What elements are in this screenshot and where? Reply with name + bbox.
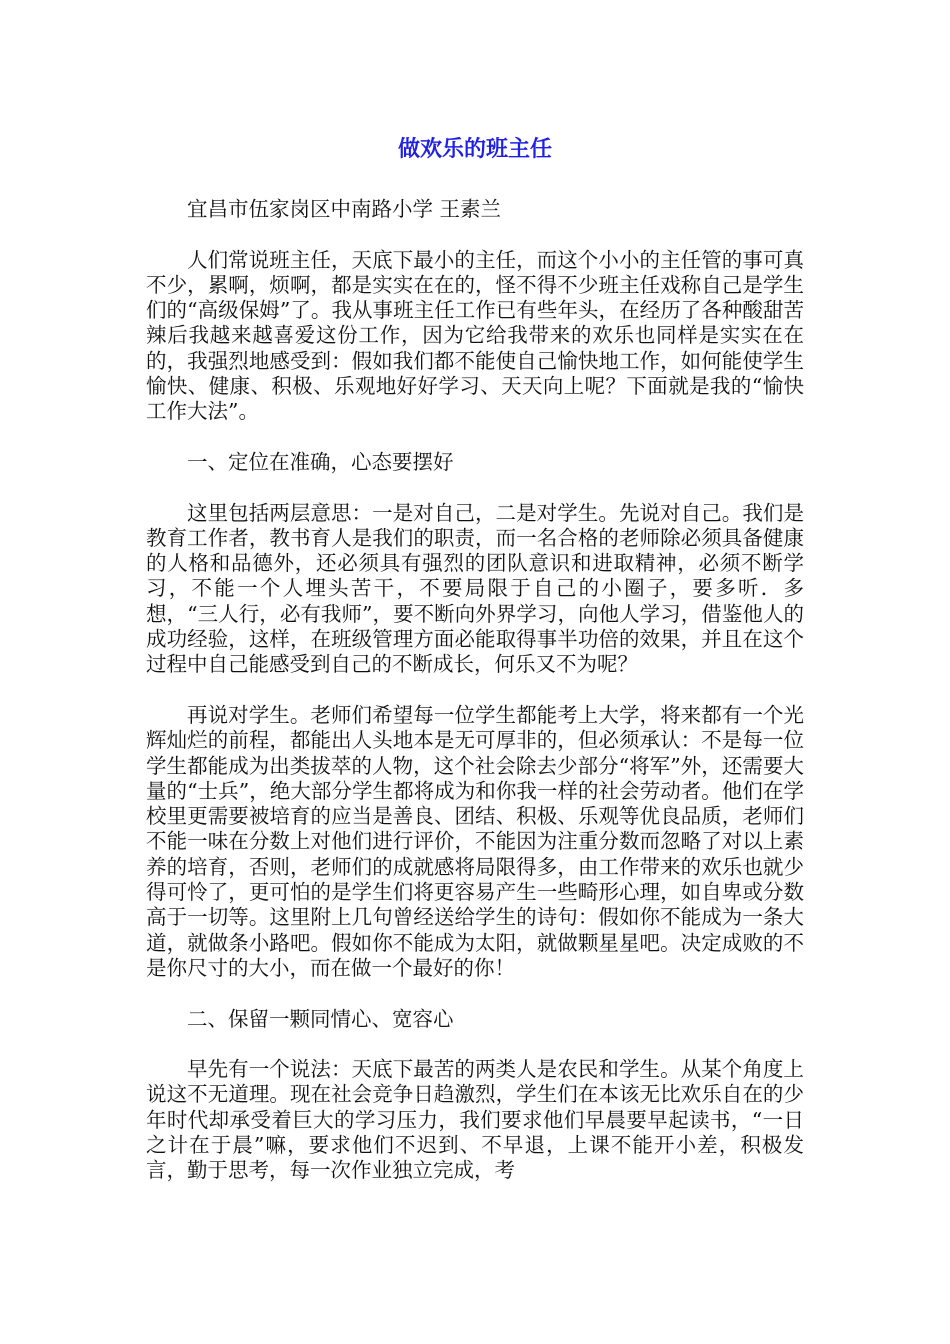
- author-line: 宜昌市伍家岗区中南路小学 王素兰: [187, 197, 502, 221]
- paragraph-students: 再说对学生。老师们希望每一位学生都能考上大学，将来都有一个光辉灿烂的前程，都能出人头地本是无可厚非的，但必须承认：不是每一位学生都能成为出类拔萃的人物，这个社会除去少部分“将军”外，还需要大量的“士兵”，绝大部分学生都将成为和你我一样的社会劳动者。他们在学校里更需要被培育的应当是善良、团结、积极、乐观等优良品质，老师们不能一味在分数上对他们进行评价，不能因为注重分数而忽略了对以上素养的培育，否则，老师们的成就感将局限得多，由工作带来的欢乐也就少得可怜了，更可怕的是学生们将更容易产生一些畸形心理，如自卑或分数高于一切等。这里附上几句曾经送给学生的诗句：假如你不能成为一条大道，就做条小路吧。假如你不能成为太阳，就做颗星星吧。决定成败的不是你尺寸的大小，而在做一个最好的你！: [146, 702, 804, 980]
- section-heading-1: 一、定位在准确，心态要摆好: [187, 449, 454, 474]
- document-body: [146, 197, 804, 1184]
- paragraph-self: 这里包括两层意思：一是对自己，二是对学生。先说对自己。我们是教育工作者，教书育人是我们的职责，而一名合格的老师除必须具备健康的人格和品德外，还必须具有强烈的团队意识和进取精神，必须不断学习，不能一个人埋头苦干，不要局限于自己的小圈子，要多听．多想，“三人行，必有我师”，要不断向外界学习，向他人学习，借鉴他人的成功经验，这样，在班级管理方面必能取得事半功倍的效果，并且在这个过程中自己能感受到自己的不断成长，何乐又不为呢？: [146, 500, 804, 677]
- paragraph-intro: 人们常说班主任，天底下最小的主任，而这个小小的主任管的事可真不少，累啊，烦啊，都是实实在在的，怪不得不少班主任戏称自己是学生们的“高级保姆”了。我从事班主任工作已有些年头，在经历了各种酸甜苦辣后我越来越喜爱这份工作，因为它给我带来的欢乐也同样是实实在在的，我强烈地感受到：假如我们都不能使自己愉快地工作，如何能使学生愉快、健康、积极、乐观地好好学习、天天向上呢？下面就是我的“愉快工作大法”。: [146, 247, 804, 424]
- document-title: 做欢乐的班主任: [397, 137, 552, 162]
- section-heading-2: 二、保留一颗同情心、宽容心: [187, 1006, 454, 1031]
- paragraph-sympathy: 早先有一个说法：天底下最苦的两类人是农民和学生。从某个角度上说这不无道理。现在社会竞争日趋激烈，学生们在本该无比欢乐自在的少年时代却承受着巨大的学习压力，我们要求他们早晨要早起读书，“一日之计在于晨”嘛，要求他们不迟到、不早退，上课不能开小差，积极发言，勤于思考，每一次作业独立完成，考: [146, 1057, 804, 1183]
